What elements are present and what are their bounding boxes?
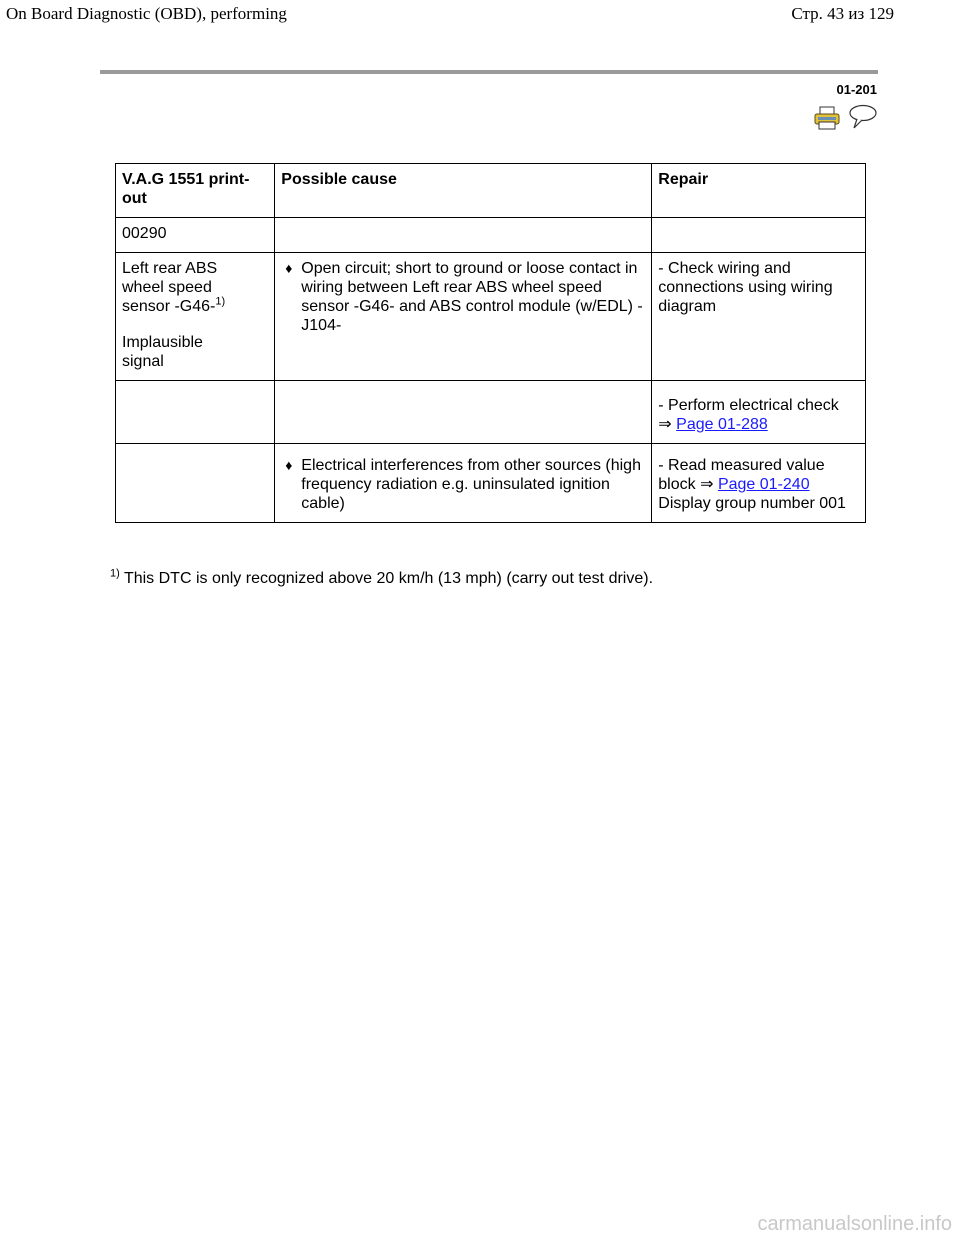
component-cell — [116, 253, 275, 381]
footnote-ref: 1) — [215, 295, 226, 308]
component-line — [122, 297, 268, 316]
footnote-text: This DTC is only recognized above 20 km/h (13 mph) (carry out test drive). — [123, 570, 654, 587]
component-text: sensor -G46- — [122, 298, 216, 315]
table-row — [116, 444, 866, 523]
repair-cell: - Check wiring and connections using wiring diagram — [652, 253, 866, 381]
page-counter: Стр. 43 из 129 — [791, 4, 894, 23]
table-row — [116, 253, 866, 381]
repair-cell — [652, 444, 866, 523]
print-icon[interactable] — [814, 106, 840, 130]
cause-text: Open circuit; short to ground or loose contact in wiring between Left rear ABS wheel speed sensor -G46- and ABS control module (w/EDL) -J104- — [301, 260, 643, 334]
arrow-icon: ⇒ — [700, 476, 714, 493]
symptom-line: Implausible — [122, 334, 203, 351]
header-printout: V.A.G 1551 print-out — [116, 164, 275, 218]
cause-cell — [275, 444, 652, 523]
header-rule — [100, 70, 878, 74]
repair-text: Display group number 001 — [658, 495, 846, 512]
arrow-icon: ⇒ — [658, 416, 672, 433]
repair-link-line — [658, 415, 859, 434]
diamond-bullet-icon: ♦ — [285, 457, 293, 473]
document-title: On Board Diagnostic (OBD), performing — [6, 4, 287, 23]
empty-cell — [275, 218, 652, 253]
table-header-row — [116, 164, 866, 218]
speech-bubble-icon[interactable] — [848, 104, 878, 130]
empty-cell — [652, 218, 866, 253]
cause-text: Electrical interferences from other sources (high frequency radiation e.g. uninsulated ignition cable) — [301, 457, 641, 512]
header-possible-cause: Possible cause — [275, 164, 652, 218]
empty-cell — [116, 444, 275, 523]
footnote-marker: 1) — [110, 567, 120, 580]
empty-cell — [116, 381, 275, 444]
watermark: carmanualsonline.info — [757, 1213, 952, 1235]
cause-cell — [275, 253, 652, 381]
spacer — [122, 316, 268, 333]
page-link[interactable]: Page 01-288 — [676, 416, 768, 433]
repair-cell — [652, 381, 866, 444]
repair-text: block — [658, 476, 696, 493]
table-row-code — [116, 218, 866, 253]
cause-bullet — [281, 456, 645, 513]
component-line: Left rear ABS — [122, 260, 218, 277]
empty-cell — [275, 381, 652, 444]
symptom-line: signal — [122, 353, 164, 370]
diamond-bullet-icon: ♦ — [285, 260, 293, 276]
page-link[interactable]: Page 01-240 — [717, 476, 810, 493]
header-repair: Repair — [652, 164, 866, 218]
page-code: 01-201 — [836, 82, 877, 97]
repair-text: - Read measured value — [658, 457, 825, 474]
footnote — [110, 567, 654, 588]
repair-text: - Perform electrical check — [658, 397, 839, 414]
repair-link-line — [658, 475, 859, 494]
cause-bullet — [281, 259, 645, 335]
fault-code: 00290 — [116, 218, 275, 253]
table-row — [116, 381, 866, 444]
dtc-table — [115, 163, 866, 523]
component-line: wheel speed — [122, 279, 212, 296]
